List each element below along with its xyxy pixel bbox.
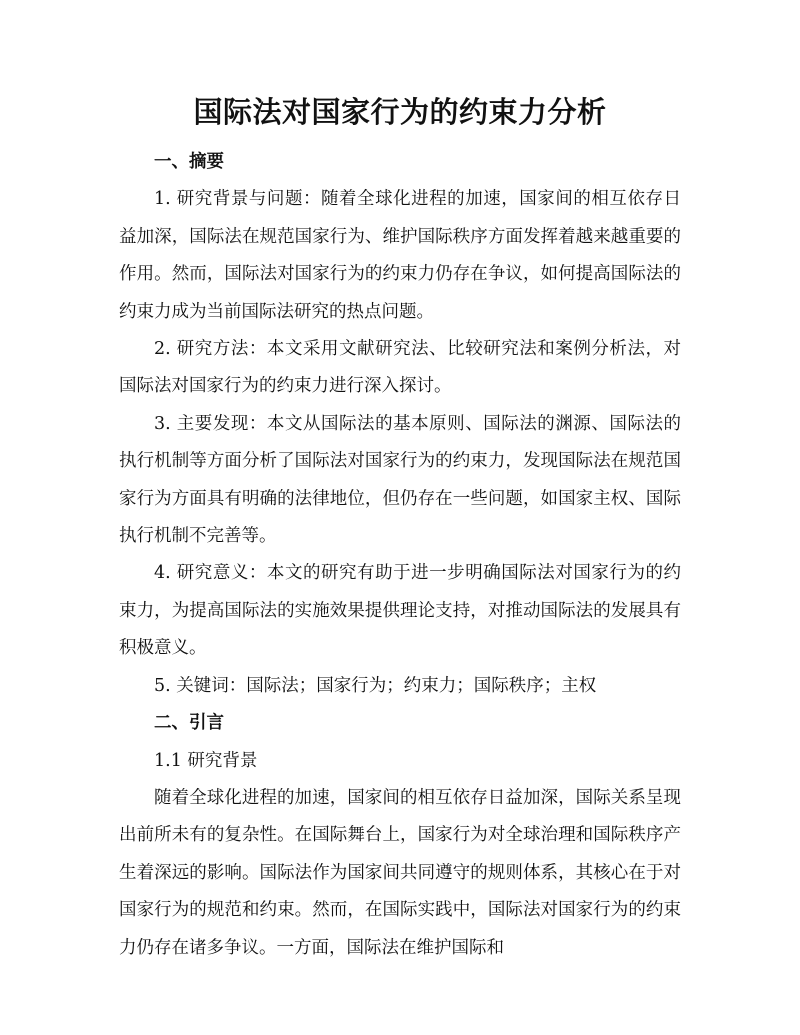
abstract-item-significance: 4. 研究意义：本文的研究有助于进一步明确国际法对国家行为的约束力，为提高国际法的实施效果提供理论支持，对推动国际法的发展具有积极意义。 [119,563,681,659]
section-heading-abstract: 一、摘要 [154,152,224,172]
abstract-item-keywords: 5. 关键词：国际法；国家行为；约束力；国际秩序；主权 [154,675,597,696]
subsection-heading-background: 1.1 研究背景 [154,750,258,771]
document-title: 国际法对国家行为的约束力分析 [193,95,607,129]
intro-paragraph: 随着全球化进程的加速，国家间的相互依存日益加深，国际关系呈现出前所未有的复杂性。在国际舞台上，国家行为对全球治理和国际秩序产生着深远的影响。国际法作为国家间共同遵守的规则体系，其核心在于对国家行为的规范和约束。然而，在国际实践中，国际法对国家行为的约束力仍存在诸多争议。一方面，国际法在维护国际和 [119,787,681,958]
abstract-item-background: 1. 研究背景与问题：随着全球化进程的加速，国家间的相互依存日益加深，国际法在规范国家行为、维护国际秩序方面发挥着越来越重要的作用。然而，国际法对国家行为的约束力仍存在争议，如何提高国际法的约束力成为当前国际法研究的热点问题。 [119,189,681,322]
abstract-item-findings: 3. 主要发现：本文从国际法的基本原则、国际法的渊源、国际法的执行机制等方面分析了国际法对国家行为的约束力，发现国际法在规范国家行为方面具有明确的法律地位，但仍存在一些问题，如国家主权、国际执行机制不完善等。 [119,413,681,547]
abstract-item-methods: 2. 研究方法：本文采用文献研究法、比较研究法和案例分析法，对国际法对国家行为的约束力进行深入探讨。 [119,339,681,397]
document-body [119,144,681,967]
section-heading-introduction: 二、引言 [154,713,224,734]
